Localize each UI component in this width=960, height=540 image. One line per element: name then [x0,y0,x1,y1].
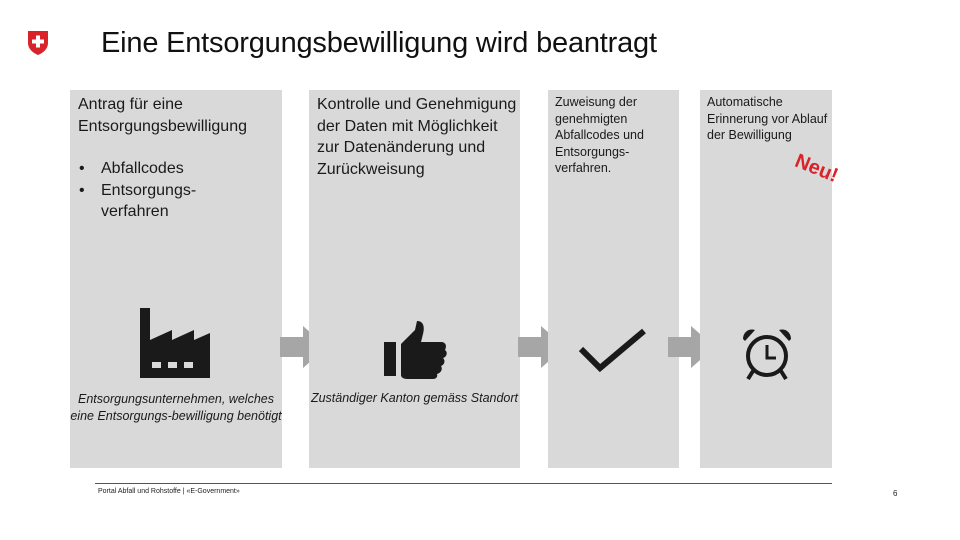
panel-application [70,90,282,468]
footer-text: Portal Abfall und Rohstoffe | «E-Government» [98,488,240,495]
footer-divider [95,483,832,484]
page-number: 6 [893,489,898,498]
checkmark-icon [578,327,648,375]
panel-heading: Automatische Erinnerung vor Ablauf der Bewilligung [707,95,828,142]
panel-caption: Zuständiger Kanton gemäss Standort [310,391,519,405]
panel-heading: Zuweisung der genehmigten Abfallcodes und Entsorgungs-verfahren. [555,95,644,175]
swiss-cross-shield-icon [27,30,49,56]
panel-assignment [548,90,679,468]
new-badge-label: Neu! [791,150,842,188]
panel-heading: Antrag für eine Entsorgungsbewilligung [78,96,247,135]
alarm-clock-icon [740,327,794,381]
panel-review [309,90,520,468]
panel-reminder [700,90,832,468]
thumbs-up-icon [383,320,449,380]
bullet-list [78,158,211,223]
panel-caption: Entsorgungsunternehmen, welches eine Entsorgungs-bewilligung benötigt [70,392,282,423]
slide-title: Eine Entsorgungsbewilligung wird beantragt [101,27,657,59]
panel-heading: Kontrolle und Genehmigung der Daten mit Möglichkeit zur Datenänderung und Zurückweisung [317,96,517,178]
new-badge [791,150,844,188]
factory-icon [136,306,212,380]
bullet-item: • Abfallcodes [78,158,211,180]
bullet-item: • Entsorgungs-verfahren [78,180,211,223]
